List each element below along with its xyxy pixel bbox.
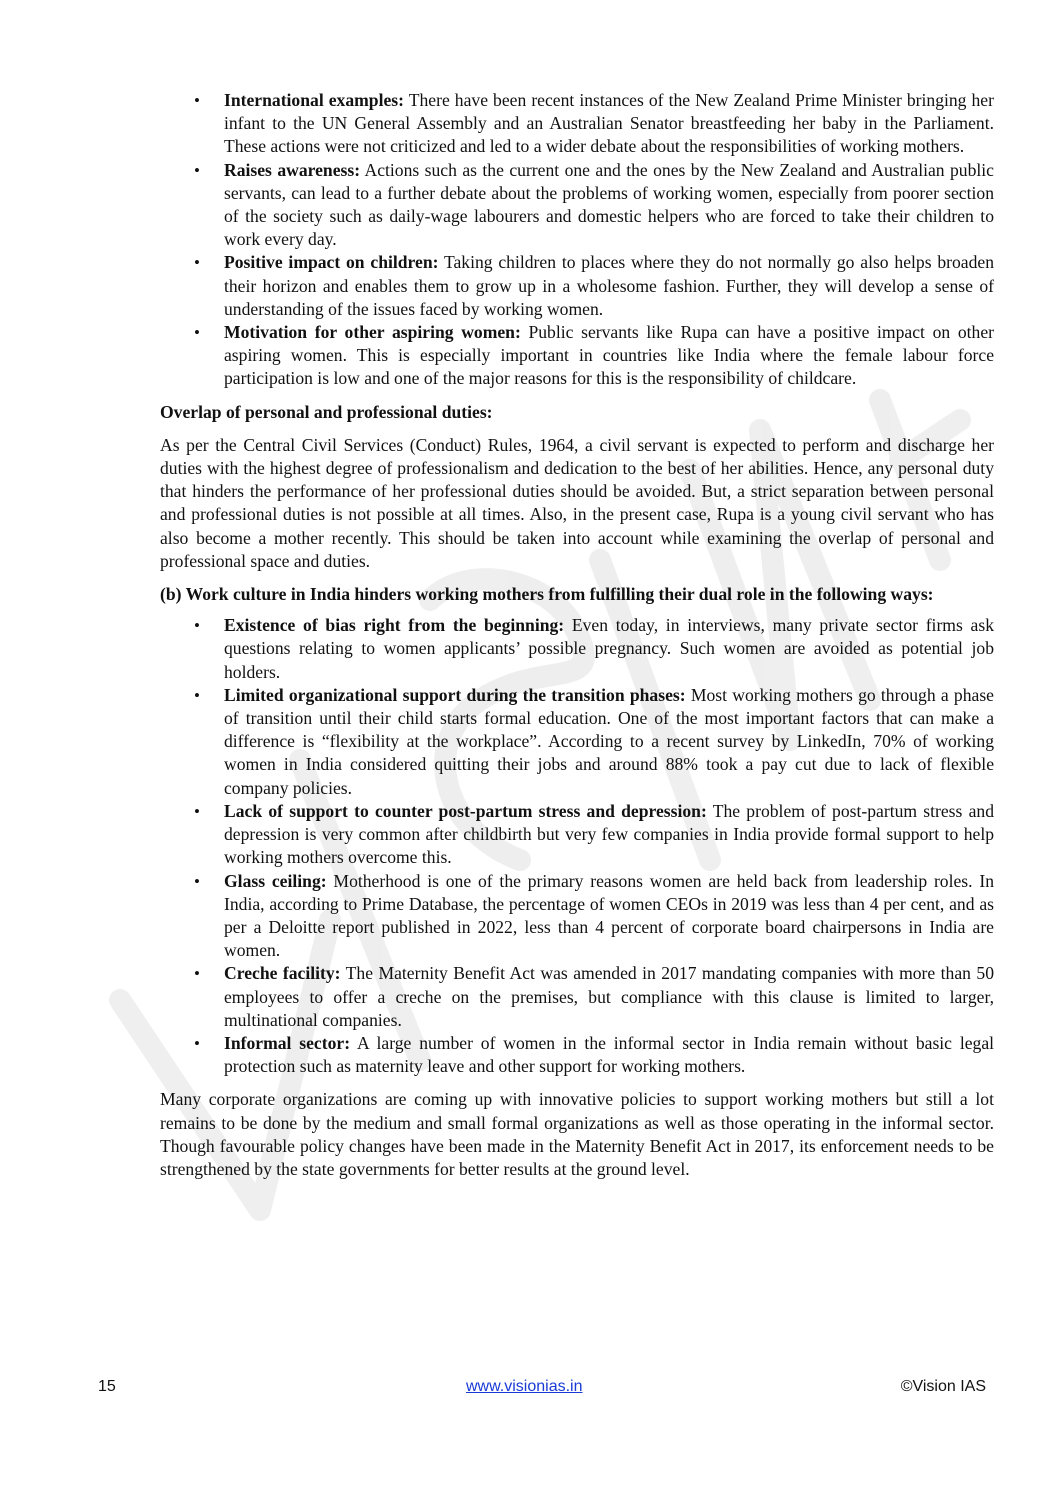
page-number: 15 (98, 1378, 116, 1395)
bullet-text: Motherhood is one of the primary reasons women are held back from leadership roles. In India, according to Prime Database, the percentage of women CEOs in 2019 was less than 4 per cent, and as per a Deloitte report published in 2022, less than 4 percent of corporate board chairpersons in India are women. (224, 870, 995, 961)
list-item (160, 321, 994, 391)
bullet-list-arguments (160, 89, 994, 391)
copyright-text: ©Vision IAS (900, 1378, 986, 1395)
bullet-heading: Positive impact on children: (224, 252, 439, 273)
list-item (160, 1032, 994, 1078)
list-item (160, 614, 994, 684)
bullet-heading: Glass ceiling: (224, 870, 327, 891)
bullet-text: Taking children to places where they do not normally go also helps broaden their horizon and enables them to grow up in a wholesome fashion. Further, they will develop a sense of understanding of the issues faced by working women. (224, 252, 994, 319)
paragraph-closing: Many corporate organizations are coming up with innovative policies to support working mothers but still a lot remains to be done by the medium and small formal organizations as well as those operating in the informal sector. Though favourable policy changes have been made in the Maternity Benefit Act in 2017, its enforcement needs to be strengthened by the state governments for better results at the ground level. (160, 1089, 994, 1179)
bullet-list-work-culture (160, 614, 994, 1078)
list-item (160, 89, 994, 159)
bullet-heading: Motivation for other aspiring women: (224, 322, 521, 343)
bullet-text: Even today, in interviews, many private sector firms ask questions relating to women applicants’ possible pregnancy. Such women are avoided as potential job holders. (224, 615, 994, 682)
list-item (160, 962, 994, 1032)
document-body (160, 89, 994, 1191)
list-item (160, 159, 994, 252)
bullet-heading: Lack of support to counter post-partum stress and depression: (224, 800, 707, 821)
page-footer (0, 1378, 1058, 1402)
bullet-heading: Limited organizational support during the transition phases: (224, 684, 686, 705)
bullet-heading: Raises awareness: (224, 159, 361, 180)
bullet-text: A large number of women in the informal sector in India remain without basic legal protection such as maternity leave and other support for working mothers. (224, 1032, 995, 1077)
list-item (160, 800, 994, 870)
website-link[interactable]: www.visionias.in (466, 1378, 583, 1395)
paragraph-overlap: As per the Central Civil Services (Conduct) Rules, 1964, a civil servant is expected to perform and discharge her duties with the highest degree of professionalism and dedication to the best of her abilities. Hence, any personal duty that hinders the performance of her professional duties should be avoided. But, a strict separation between personal and professional duties is not possible at all times. Also, in the present case, Rupa is a young civil servant who has also become a mother recently. This should be taken into account while examining the overlap of personal and professional space and duties. (160, 434, 994, 571)
bullet-text: Public servants like Rupa can have a positive impact on other aspiring women. This is especially important in countries like India where the female labour force participation is low and one of the major reasons for this is the responsibility of childcare. (224, 322, 994, 389)
section-heading-overlap: Overlap of personal and professional duties: (160, 401, 493, 422)
bullet-text: Most working mothers go through a phase of transition until their child starts formal education. One of the most important factors that can make a difference is “flexibility at the workplace”. According to a recent survey by LinkedIn, 70% of working women in India considered quitting their jobs and around 88% took a pay cut due to lack of flexible company policies. (224, 684, 994, 798)
bullet-heading: Informal sector: (224, 1032, 351, 1053)
bullet-heading: Existence of bias right from the beginning: (224, 615, 565, 636)
bullet-text: There have been recent instances of the New Zealand Prime Minister bringing her infant to the UN General Assembly and an Australian Senator breastfeeding her baby in the Parliament. These actions were not criticized and led to a wider debate about the responsibilities of working mothers. (224, 90, 994, 157)
list-item (160, 870, 994, 963)
section-heading-b: (b) Work culture in India hinders working mothers from fulfilling their dual role in the following ways: (160, 584, 934, 605)
bullet-text: The problem of post-partum stress and depression is very common after childbirth but very few companies in India provide formal support to help working mothers overcome this. (224, 800, 995, 868)
bullet-text: The Maternity Benefit Act was amended in 2017 mandating companies with more than 50 employees to offer a creche on the premises, but compliance with this clause is limited to larger, multinational companies. (224, 963, 995, 1030)
bullet-text: Actions such as the current one and the ones by the New Zealand and Australian public servants, can lead to a further debate about the problems of working women, especially from poorer section of the society such as daily-wage labourers and domestic helpers who are forced to take their children to work every day. (224, 159, 994, 250)
list-item (160, 684, 994, 800)
bullet-heading: International examples: (224, 90, 404, 110)
list-item (160, 251, 994, 321)
bullet-heading: Creche facility: (224, 963, 341, 984)
